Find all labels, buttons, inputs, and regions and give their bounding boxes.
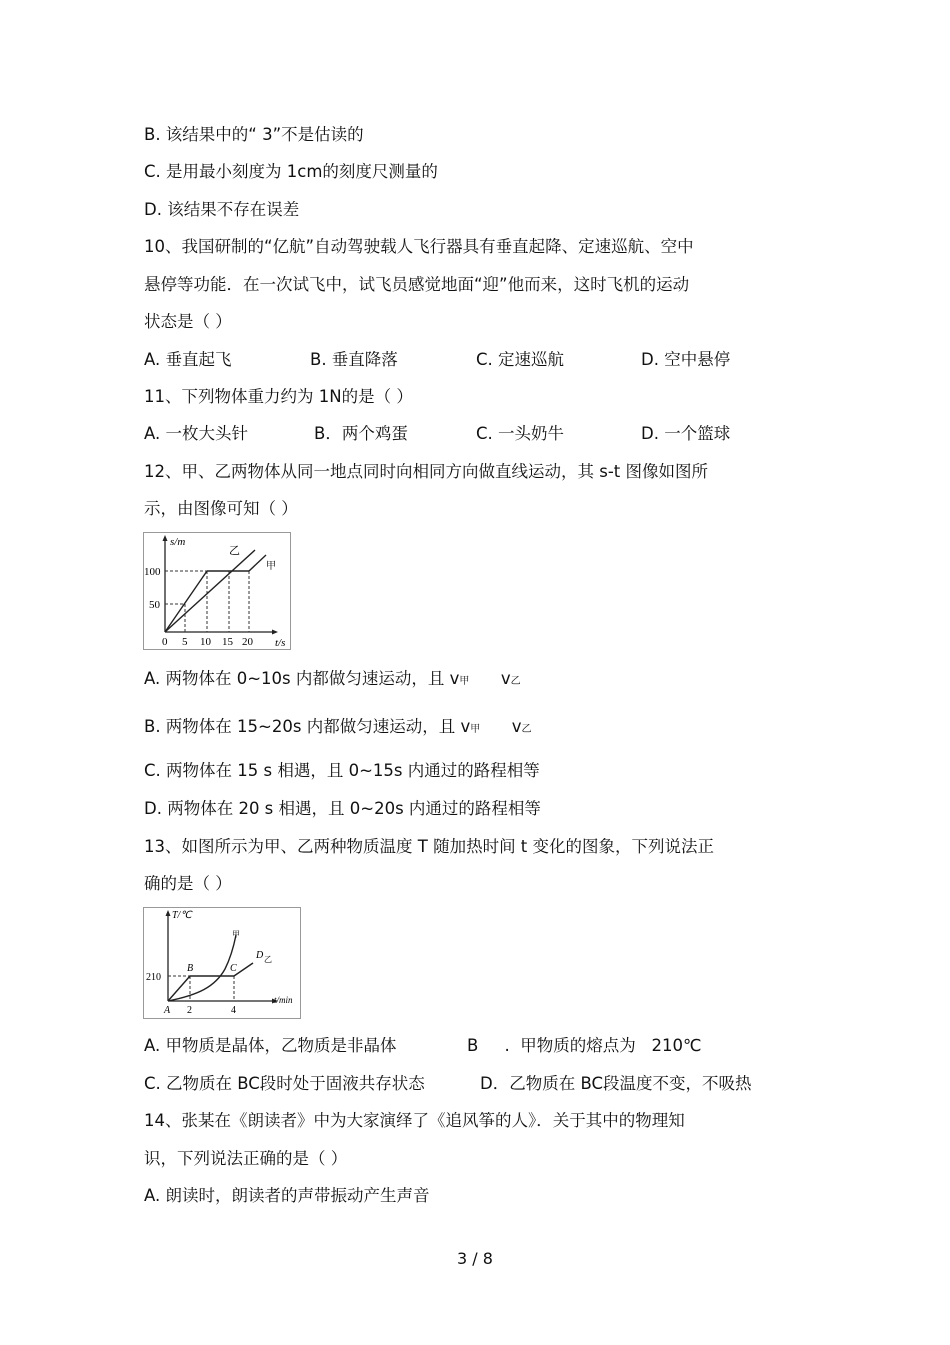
subscript-jia: 甲: [459, 676, 470, 687]
q13-option-c: C. 乙物质在 BC段时处于固液共存状态: [144, 1074, 425, 1093]
x-tick-10: 10: [200, 636, 211, 648]
point-d: D: [256, 950, 264, 961]
x-axis-label: t/s: [275, 637, 286, 649]
q12-option-d: D. 两物体在 20 s 相遇，且 0~20s 内通过的路程相等: [144, 799, 541, 818]
q12-option-b: [144, 716, 531, 741]
x-axis-label: t/min: [274, 995, 293, 1005]
q11-option-c: C. 一头奶牛: [476, 424, 565, 443]
question-10-line-2: 悬停等功能．在一次试飞中，试飞员感觉地面“迎”他而来，这时飞机的运动: [144, 275, 690, 294]
v-symbol: v: [480, 717, 522, 736]
q10-option-b: B. 垂直降落: [310, 350, 398, 369]
x-tick-4: 4: [231, 1005, 236, 1016]
series-label-jia: 甲: [266, 561, 276, 572]
question-13-line-2: 确的是（ ）: [144, 874, 232, 893]
q13-option-d: D．乙物质在 BC段温度不变，不吸热: [480, 1074, 752, 1093]
question-12-line-2: 示，由图像可知（ ）: [144, 499, 298, 518]
y-tick-100: 100: [144, 566, 161, 578]
point-c: C: [230, 963, 237, 974]
v-symbol: v: [469, 669, 511, 688]
point-a: A: [164, 1005, 171, 1016]
question-14-line-2: 识，下列说法正确的是（ ）: [144, 1149, 348, 1168]
jia-curve: [168, 935, 236, 1001]
x-tick-15: 15: [222, 636, 233, 648]
q12-option-a: [144, 668, 521, 693]
yi-curve: [168, 963, 253, 1001]
subscript-yi: 乙: [510, 676, 521, 687]
jia-line: [165, 571, 207, 632]
jia-line-2: [249, 555, 266, 571]
q10-option-c: C. 定速巡航: [476, 350, 565, 369]
y-axis-label: T/℃: [172, 910, 192, 921]
subscript-yi: 乙: [521, 724, 532, 735]
q12-st-graph: [143, 532, 291, 650]
question-12-line-1: 12、甲、乙两物体从同一地点同时向相同方向做直线运动，其 s-t 图像如图所: [144, 462, 709, 481]
question-10-line-1: 10、我国研制的“亿航”自动驾驶载人飞行器具有垂直起降、定速巡航、空中: [144, 237, 694, 256]
q12-option-b-text: B. 两物体在 15~20s 内都做匀速运动，且 v: [144, 717, 471, 736]
x-tick-5: 5: [182, 636, 188, 648]
q13-option-a: A. 甲物质是晶体，乙物质是非晶体: [144, 1036, 397, 1055]
q12-option-a-text: A. 两物体在 0~10s 内都做匀速运动，且 v: [144, 669, 460, 688]
x-tick-20: 20: [242, 636, 253, 648]
y-axis-label: s/m: [170, 536, 186, 548]
point-b: B: [187, 963, 194, 974]
yi-line: [165, 550, 255, 632]
option-line: C. 是用最小刻度为 1cm的刻度尺测量的: [144, 162, 438, 181]
q10-option-d: D. 空中悬停: [641, 350, 731, 369]
page-number: 3 / 8: [457, 1249, 493, 1268]
option-line: D. 该结果不存在误差: [144, 200, 300, 219]
question-11-line: 11、下列物体重力约为 1N的是（ ）: [144, 387, 413, 406]
x-tick-2: 2: [187, 1005, 192, 1016]
y-tick-50: 50: [149, 599, 160, 611]
option-line: B. 该结果中的“ 3”不是估读的: [144, 125, 364, 144]
q11-option-a: A. 一枚大头针: [144, 424, 248, 443]
y-tick-210: 210: [146, 972, 161, 983]
q13-temperature-graph: [143, 907, 301, 1019]
q11-option-d: D. 一个篮球: [641, 424, 731, 443]
question-13-line-1: 13、如图所示为甲、乙两种物质温度 T 随加热时间 t 变化的图象，下列说法正: [144, 837, 715, 856]
q11-option-b: B．两个鸡蛋: [314, 424, 408, 443]
question-14-line-1: 14、张某在《朗读者》中为大家演绎了《追风筝的人》．关于其中的物理知: [144, 1111, 685, 1130]
series-label-jia: 甲: [232, 930, 240, 939]
subscript-jia: 甲: [470, 724, 481, 735]
q10-option-a: A. 垂直起飞: [144, 350, 232, 369]
series-label-yi: 乙: [229, 544, 240, 557]
question-10-line-3: 状态是（ ）: [144, 312, 232, 331]
q14-option-a: A. 朗读时，朗读者的声带振动产生声音: [144, 1186, 430, 1205]
series-label-yi: 乙: [264, 955, 272, 964]
q12-option-c: C. 两物体在 15 s 相遇，且 0~15s 内通过的路程相等: [144, 761, 540, 780]
x-tick-0: 0: [162, 636, 168, 648]
q13-option-b: B . 甲物质的熔点为 210℃: [467, 1036, 702, 1055]
